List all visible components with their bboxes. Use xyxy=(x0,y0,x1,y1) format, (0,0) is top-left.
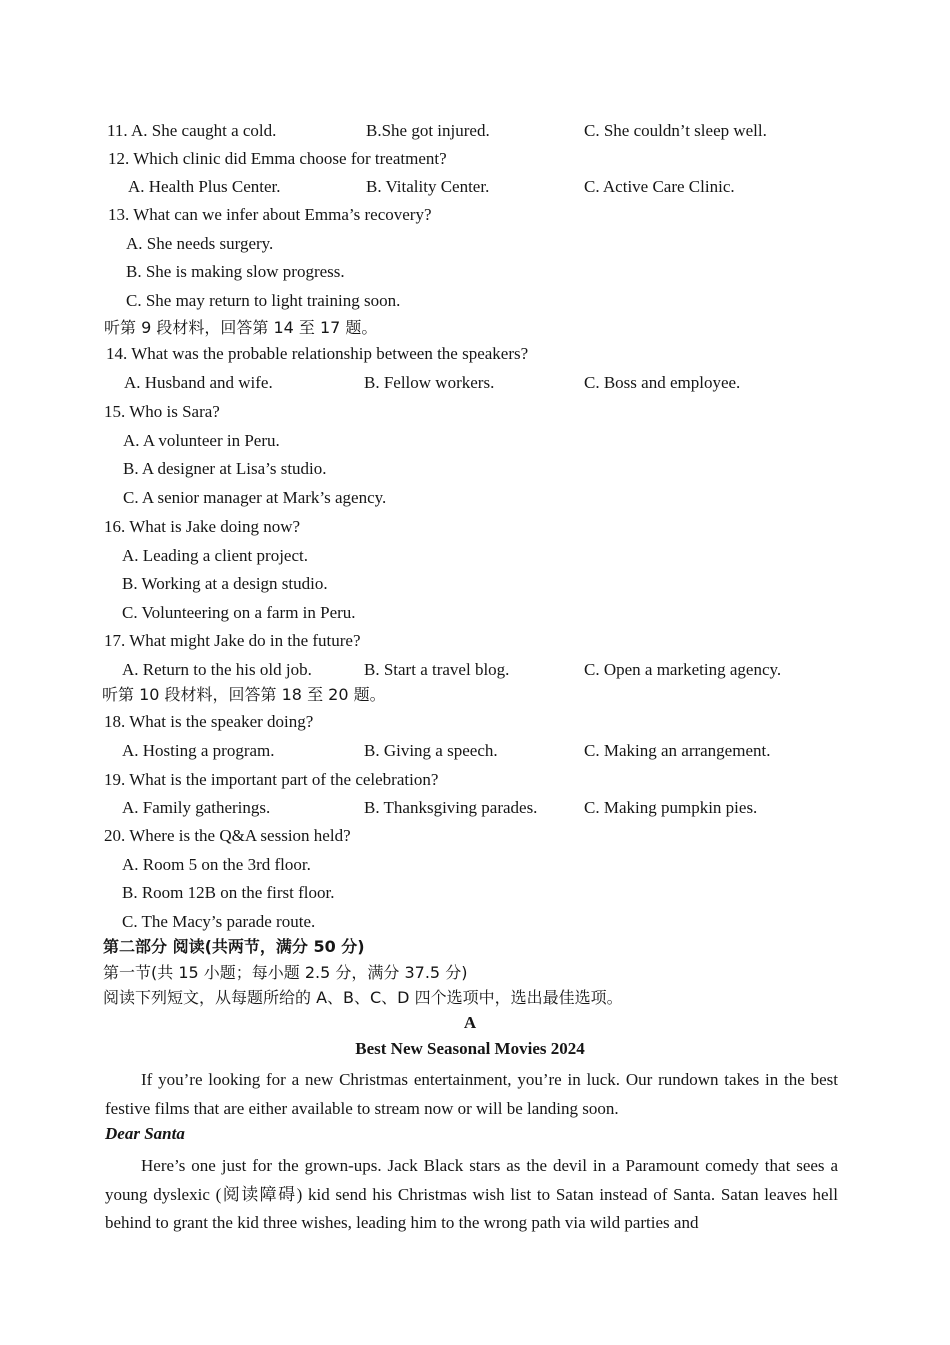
section-one-title: 第一节(共 15 小题；每小题 2.5 分，满分 37.5 分) xyxy=(103,963,468,982)
reading-instruction: 阅读下列短文，从每题所给的 A、B、C、D 四个选项中，选出最佳选项。 xyxy=(103,988,623,1007)
q19-option-a: A. Family gatherings. xyxy=(122,798,271,817)
q20-option-c: C. The Macy’s parade route. xyxy=(122,912,316,931)
q11-option-b: B.She got injured. xyxy=(366,121,490,140)
q15-stem: 15. Who is Sara? xyxy=(104,402,220,421)
q19-stem: 19. What is the important part of the celebration? xyxy=(104,770,439,789)
q13-option-b: B. She is making slow progress. xyxy=(126,262,345,281)
passage-title: Best New Seasonal Movies 2024 xyxy=(355,1039,585,1058)
q19-option-c: C. Making pumpkin pies. xyxy=(584,798,758,817)
q12-stem: 12. Which clinic did Emma choose for treatment? xyxy=(108,149,447,168)
q12-option-c: C. Active Care Clinic. xyxy=(584,177,735,196)
q16-stem: 16. What is Jake doing now? xyxy=(104,517,301,536)
q16-option-b: B. Working at a design studio. xyxy=(122,574,328,593)
q20-option-a: A. Room 5 on the 3rd floor. xyxy=(122,855,311,874)
q13-option-a: A. She needs surgery. xyxy=(126,234,274,253)
q12-option-b: B. Vitality Center. xyxy=(366,177,490,196)
q11-option-a: A. She caught a cold. xyxy=(131,121,277,140)
q15-option-c: C. A senior manager at Mark’s agency. xyxy=(123,488,387,507)
q20-stem: 20. Where is the Q&A session held? xyxy=(104,826,351,845)
section-10-instruction: 听第 10 段材料，回答第 18 至 20 题。 xyxy=(102,685,386,704)
q17-option-c: C. Open a marketing agency. xyxy=(584,660,782,679)
intro-paragraph: If you’re looking for a new Christmas entertainment, you’re in luck. Our rundown takes in the best festive films that are either available to stream now or will be landing soon. xyxy=(105,1070,838,1118)
q15-option-b: B. A designer at Lisa’s studio. xyxy=(123,459,327,478)
q15-option-a: A. A volunteer in Peru. xyxy=(123,431,280,450)
q14-option-c: C. Boss and employee. xyxy=(584,373,741,392)
q18-option-c: C. Making an arrangement. xyxy=(584,741,771,760)
q14-option-b: B. Fellow workers. xyxy=(364,373,495,392)
q14-option-a: A. Husband and wife. xyxy=(124,373,273,392)
part-two-title: 第二部分 阅读(共两节，满分 50 分) xyxy=(103,937,365,956)
dear-santa-paragraph: Here’s one just for the grown-ups. Jack Black stars as the devil in a Paramount comedy that sees a young dyslexic (阅读障碍) kid send his Christmas wish list to Satan instead of Santa. Satan leaves hell behind to grant the kid three wishes, leading him to the wrong path via wild parties and xyxy=(105,1156,838,1232)
q11-prefix: 11. xyxy=(107,121,128,140)
q12-option-a: A. Health Plus Center. xyxy=(128,177,281,196)
q19-option-b: B. Thanksgiving parades. xyxy=(364,798,538,817)
subheading-dear-santa: Dear Santa xyxy=(105,1124,185,1143)
q18-stem: 18. What is the speaker doing? xyxy=(104,712,314,731)
q13-stem: 13. What can we infer about Emma’s recovery? xyxy=(108,205,432,224)
q20-option-b: B. Room 12B on the first floor. xyxy=(122,883,335,902)
q17-stem: 17. What might Jake do in the future? xyxy=(104,631,361,650)
q16-option-c: C. Volunteering on a farm in Peru. xyxy=(122,603,356,622)
q17-option-a: A. Return to the his old job. xyxy=(122,660,312,679)
passage-letter: A xyxy=(463,1013,477,1032)
q14-stem: 14. What was the probable relationship between the speakers? xyxy=(106,344,529,363)
q11-option-c: C. She couldn’t sleep well. xyxy=(584,121,767,140)
q17-option-b: B. Start a travel blog. xyxy=(364,660,510,679)
q18-option-b: B. Giving a speech. xyxy=(364,741,498,760)
section-9-instruction: 听第 9 段材料，回答第 14 至 17 题。 xyxy=(104,318,378,337)
q18-option-a: A. Hosting a program. xyxy=(122,741,275,760)
q13-option-c: C. She may return to light training soon. xyxy=(126,291,401,310)
q16-option-a: A. Leading a client project. xyxy=(122,546,308,565)
